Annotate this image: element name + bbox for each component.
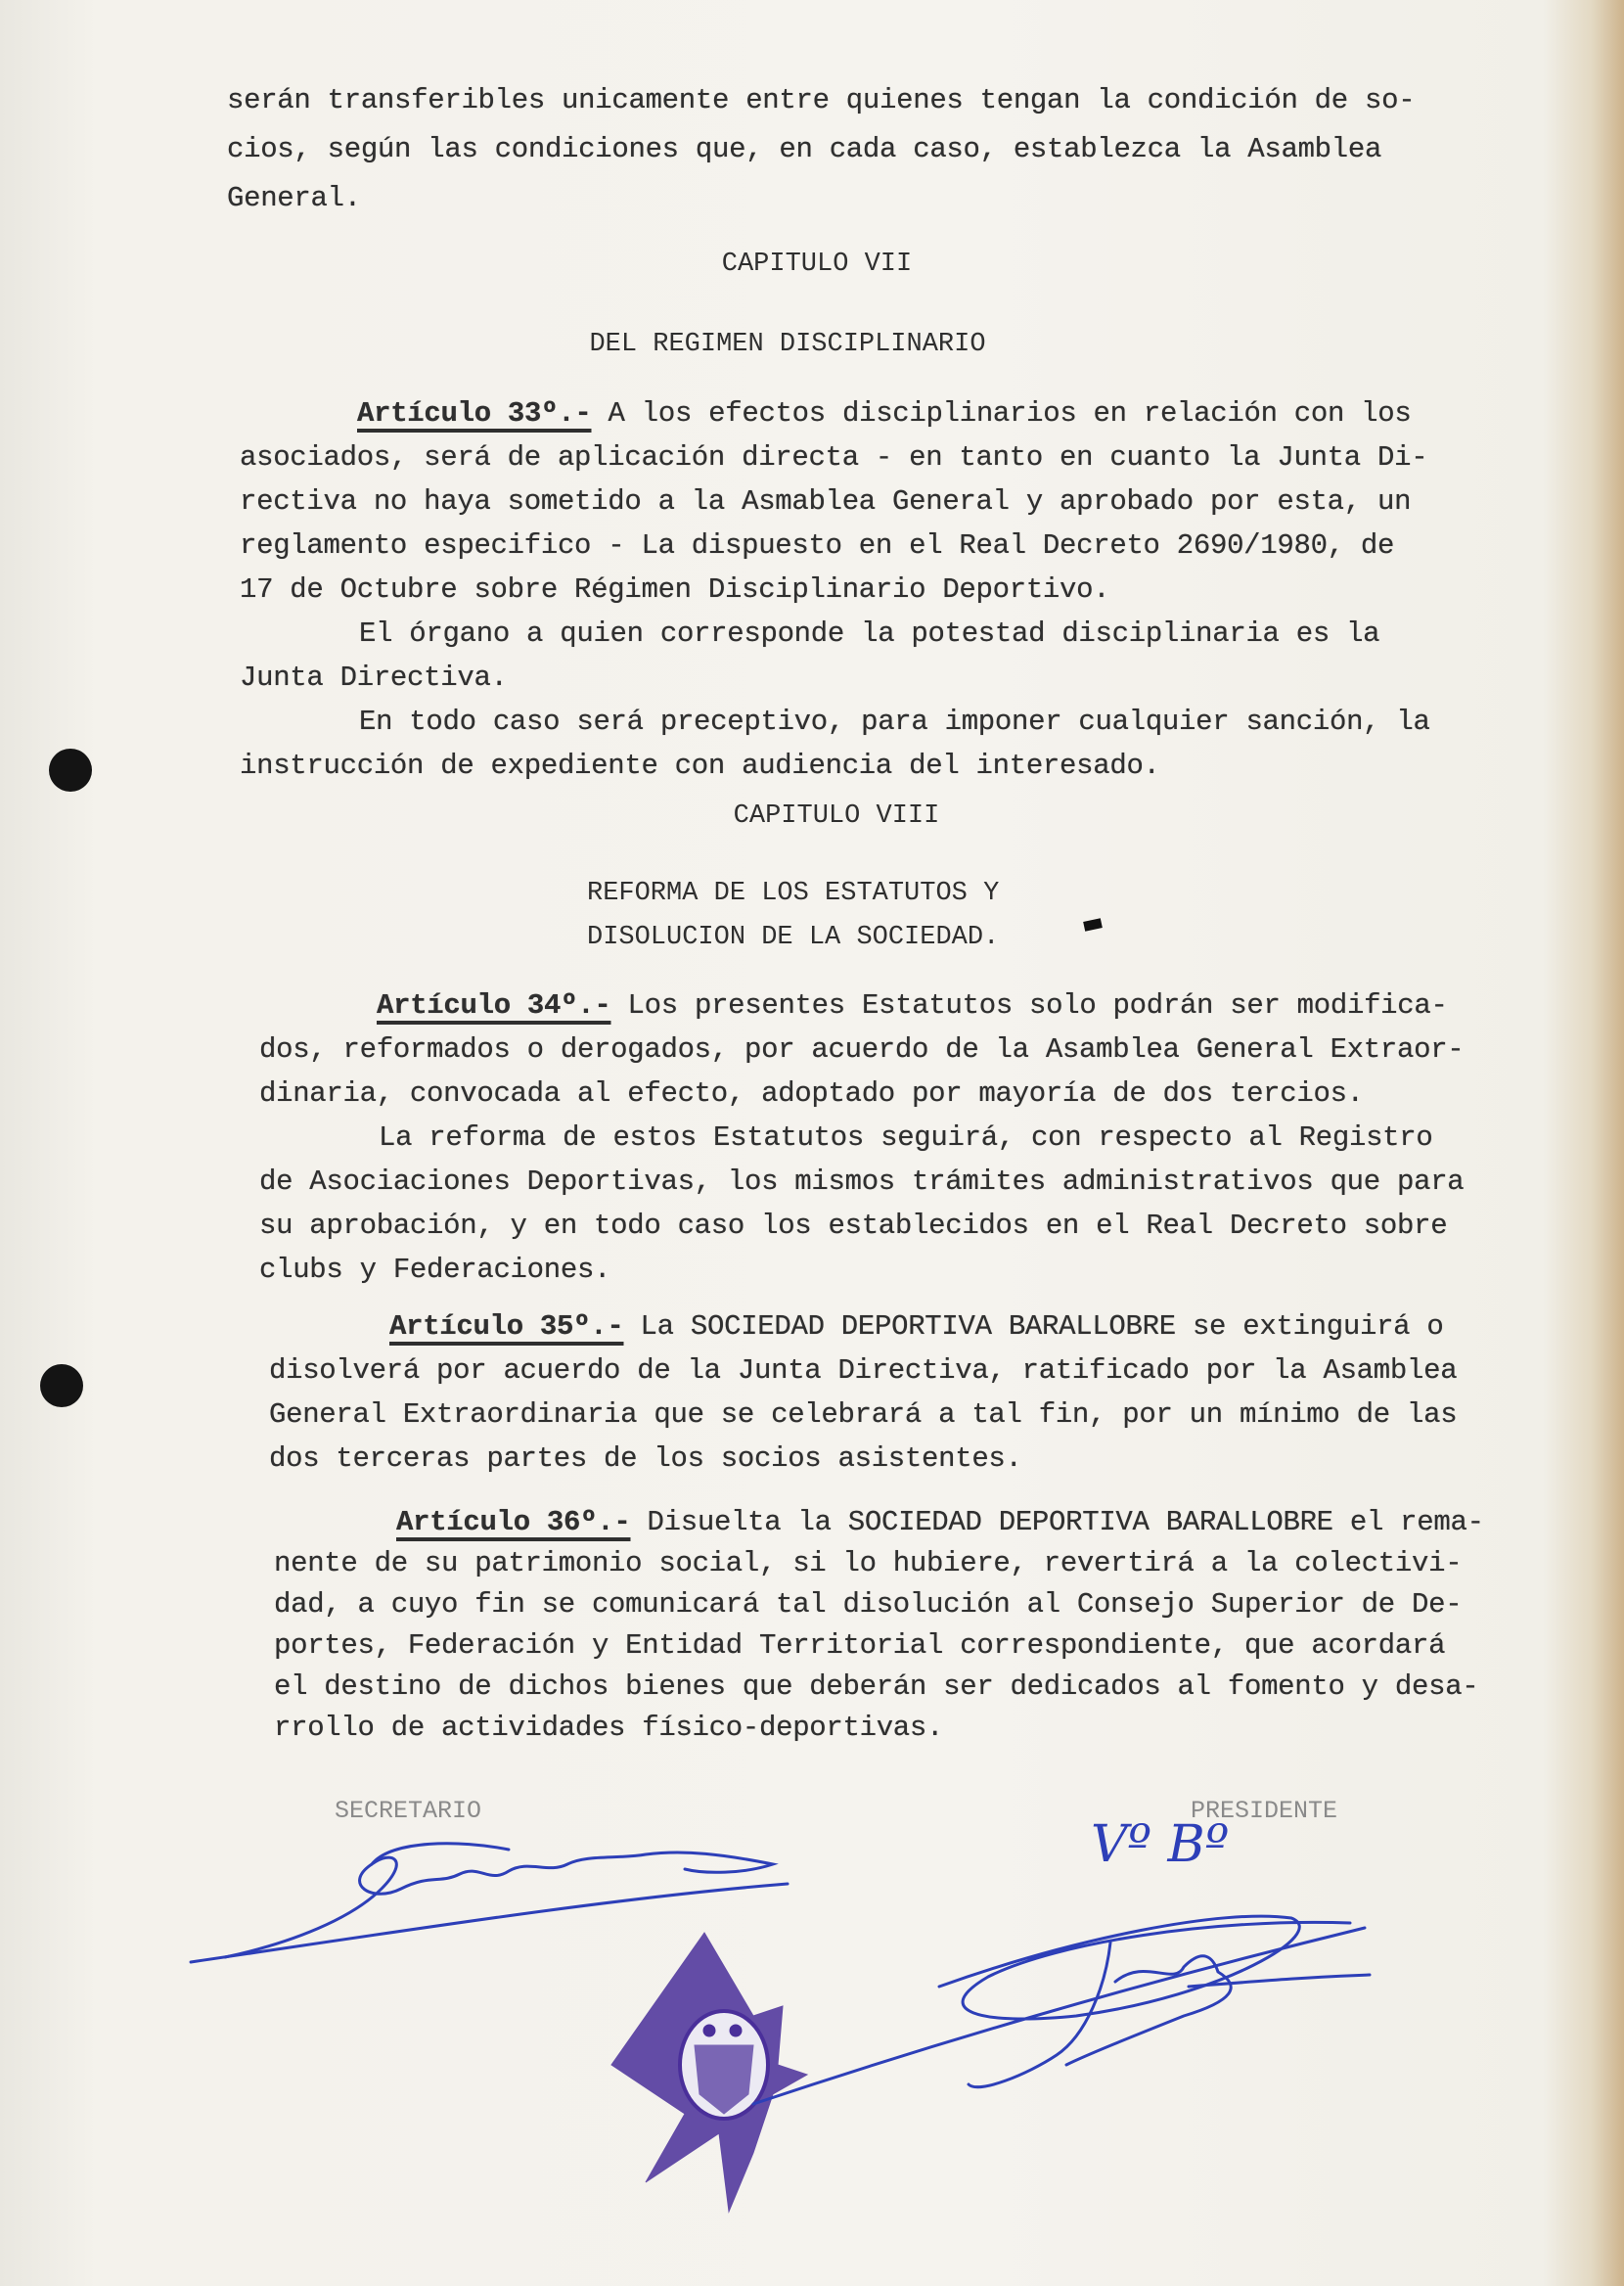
text-line: reglamento especifico - La dispuesto en el Real Decreto 2690/1980, de: [240, 529, 1395, 562]
text-line: El órgano a quien corresponde la potestad disciplinaria es la: [359, 617, 1380, 650]
text-line: General Extraordinaria que se celebrará a tal fin, por un mínimo de las: [269, 1398, 1458, 1431]
chapter-subtitle: REFORMA DE LOS ESTATUTOS Y: [587, 879, 1000, 908]
text-line: Artículo 36º.- Disuelta la SOCIEDAD DEPORTIVA BARALLOBRE el rema-: [396, 1506, 1484, 1538]
article-heading: Artículo 35º.-: [389, 1310, 624, 1343]
text-line: nente de su patrimonio social, si lo hubiere, revertirá a la colectivi-: [274, 1547, 1463, 1579]
text-line: 17 de Octubre sobre Régimen Disciplinario Deportivo.: [240, 573, 1110, 606]
text-line: dos terceras partes de los socios asistentes.: [269, 1442, 1022, 1475]
text-line: dos, reformados o derogados, por acuerdo de la Asamblea General Extraor-: [259, 1033, 1465, 1066]
club-stamp: [611, 1933, 807, 2212]
text-line: dad, a cuyo fin se comunicará tal disolución al Consejo Superior de De-: [274, 1588, 1463, 1621]
text-line: Artículo 34º.- Los presentes Estatutos solo podrán ser modifica-: [377, 989, 1448, 1022]
text-line: Junta Directiva.: [240, 662, 508, 694]
text-line: asociados, será de aplicación directa - en tanto en cuanto la Junta Di-: [240, 441, 1428, 474]
text-line: cios, según las condiciones que, en cada caso, establezca la Asamblea: [227, 133, 1382, 165]
chapter-subtitle: DISOLUCION DE LA SOCIEDAD.: [587, 923, 1000, 952]
president-label: PRESIDENTE: [1191, 1797, 1338, 1825]
text-line: rrollo de actividades físico-deportivas.: [274, 1712, 944, 1744]
text-line: General.: [227, 182, 361, 214]
president-signature: [753, 1916, 1370, 2104]
text-line: serán transferibles unicamente entre quienes tengan la condición de so-: [227, 84, 1416, 116]
text-line: su aprobación, y en todo caso los establecidos en el Real Decreto sobre: [259, 1210, 1448, 1242]
text-line: La reforma de estos Estatutos seguirá, con respecto al Registro: [379, 1121, 1433, 1154]
text-line: rectiva no haya sometido a la Asmablea General y aprobado por esta, un: [240, 485, 1412, 518]
text-line: el destino de dichos bienes que deberán ser dedicados al fomento y desa-: [274, 1670, 1479, 1703]
text-line: En todo caso será preceptivo, para imponer cualquier sanción, la: [359, 706, 1430, 738]
text-line: clubs y Federaciones.: [259, 1254, 611, 1286]
article-heading: Artículo 33º.-: [357, 397, 592, 430]
secretary-label: SECRETARIO: [335, 1797, 482, 1825]
text-line: Artículo 35º.- La SOCIEDAD DEPORTIVA BARALLOBRE se extinguirá o: [389, 1310, 1444, 1343]
chapter-title: CAPITULO VII: [721, 250, 913, 279]
text-line: instrucción de expediente con audiencia del interesado.: [240, 750, 1160, 782]
article-heading: Artículo 34º.-: [377, 989, 611, 1022]
article-heading: Artículo 36º.-: [396, 1506, 631, 1538]
text-line: de Asociaciones Deportivas, los mismos trámites administrativos que para: [259, 1166, 1465, 1198]
text-line: disolverá por acuerdo de la Junta Directiva, ratificado por la Asamblea: [269, 1354, 1458, 1387]
text-line: Artículo 33º.- A los efectos disciplinarios en relación con los: [357, 397, 1412, 430]
chapter-subtitle: DEL REGIMEN DISCIPLINARIO: [589, 330, 986, 359]
approval-mark: Vº Bº: [1091, 1815, 1230, 1874]
text-line: dinaria, convocada al efecto, adoptado por mayoría de dos tercios.: [259, 1077, 1364, 1110]
chapter-title: CAPITULO VIII: [733, 801, 940, 831]
text-line: portes, Federación y Entidad Territorial correspondiente, que acordará: [274, 1629, 1446, 1662]
